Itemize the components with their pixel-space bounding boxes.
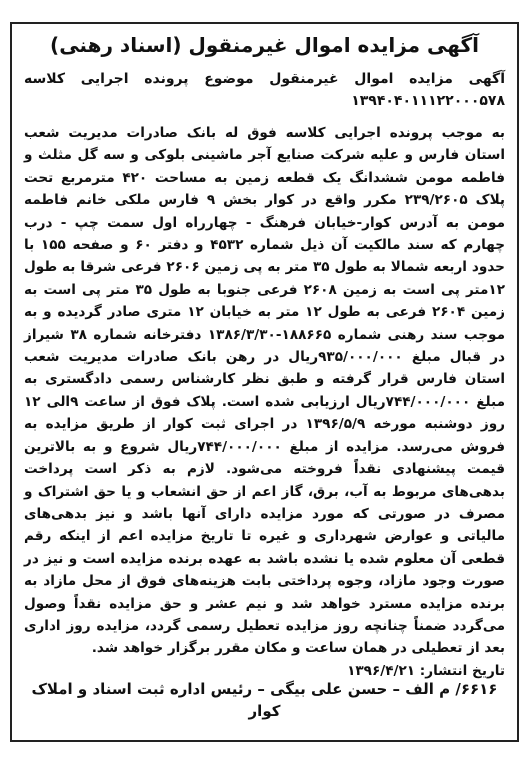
- notice-body: به موجب پرونده اجرایی کلاسه فوق له بانک صادرات مدیریت شعب استان فارس و علیه شرکت صنایع آجر ماشینی بلوکی و سه گل مثلث و فاطمه مومن ششدانگ یک قطعه زمین به مساحت ۴۲۰ مترمربع تحت پلاک ۲۳۹/۲۶۰۵ مکرر واقع در کوار بخش ۹ فارس ملکی خانم فاطمه مومن به آدرس کوار-خیابان فرهنگ - چهارراه اول سمت چپ - درب چهارم که سند مالکیت آن ذیل شماره ۴۵۳۲ و دفتر ۶۰ و صفحه ۱۵۵ با حدود اربعه شمالا به طول ۳۵ متر به پی زمین ۲۶۰۶ فرعی شرقا به طول ۱۲متر پی است به زمین ۲۶۰۸ فرعی جنوبا به طول ۳۵ متر پی است به زمین ۲۶۰۴ فرعی به طول ۱۲ متر به خیابان ۱۲ متری صادر گردیده و به موجب سند رهنی شماره ۱۸۸۶۶۵-۱۳۸۶/۳/۳۰ دفترخانه شماره ۳۸ شیراز در قبال مبلغ ۹۳۵/۰۰۰/۰۰۰ریال در رهن بانک صادرات مدیریت شعب استان فارس قرار گرفته و طبق نظر کارشناس رسمی دادگستری به مبلغ ۷۴۴/۰۰۰/۰۰۰ریال ارزیابی شده است. پلاک فوق از ساعت ۹الی ۱۲ روز دوشنبه مورخه ۱۳۹۶/۵/۹ در اجرای ثبت کوار از طریق مزایده به فروش می‌رسد. مزایده از مبلغ ۷۴۴/۰۰۰/۰۰۰ریال شروع و به بالاترین قیمت پیشنهادی نقداً فروخته می‌شود. لازم به ذکر است پرداخت بدهی‌های مربوط به آب، برق، گاز اعم از حق انشعاب و یا حق اشتراک و مصرف در صورتی که مورد مزایده دارای آنها باشد و نیز بدهی‌های مالیاتی و عوارض شهرداری و غیره تا تاریخ مزایده اعم از اینکه رقم قطعی آن معلوم شده یا نشده باشد به عهده برنده مزایده است و نیز در صورت وجود مازاد، وجوه پرداختی بابت هزینه‌های فوق از محل مازاد به برنده مزایده مسترد خواهد شد و نیم عشر و حق مزایده نقداً وصول می‌گردد ضمناً چنانچه روز مزایده تعطیل رسمی گردد، مزایده روز اداری بعد از تعطیلی در همان ساعت و مکان مقرر برگزار خواهد شد.: [24, 125, 506, 657]
- notice-frame: [10, 22, 519, 742]
- notice-subtitle: آگهی مزایده اموال غیرمنقول موضوع پرونده اجرایی کلاسه ۱۳۹۴۰۴۰۱۱۱۲۲۰۰۰۵۷۸: [24, 71, 505, 109]
- publication-date: تاریخ انتشار: ۱۳۹۶/۴/۲۱: [347, 662, 505, 679]
- notice-signature: ۶۶۱۶/ م الف – حسن علی بیگی – رئیس اداره ثبت اسناد و املاک کوار: [31, 680, 498, 720]
- notice-title: آگهی مزایده اموال غیرمنقول (اسناد رهنی): [50, 33, 479, 57]
